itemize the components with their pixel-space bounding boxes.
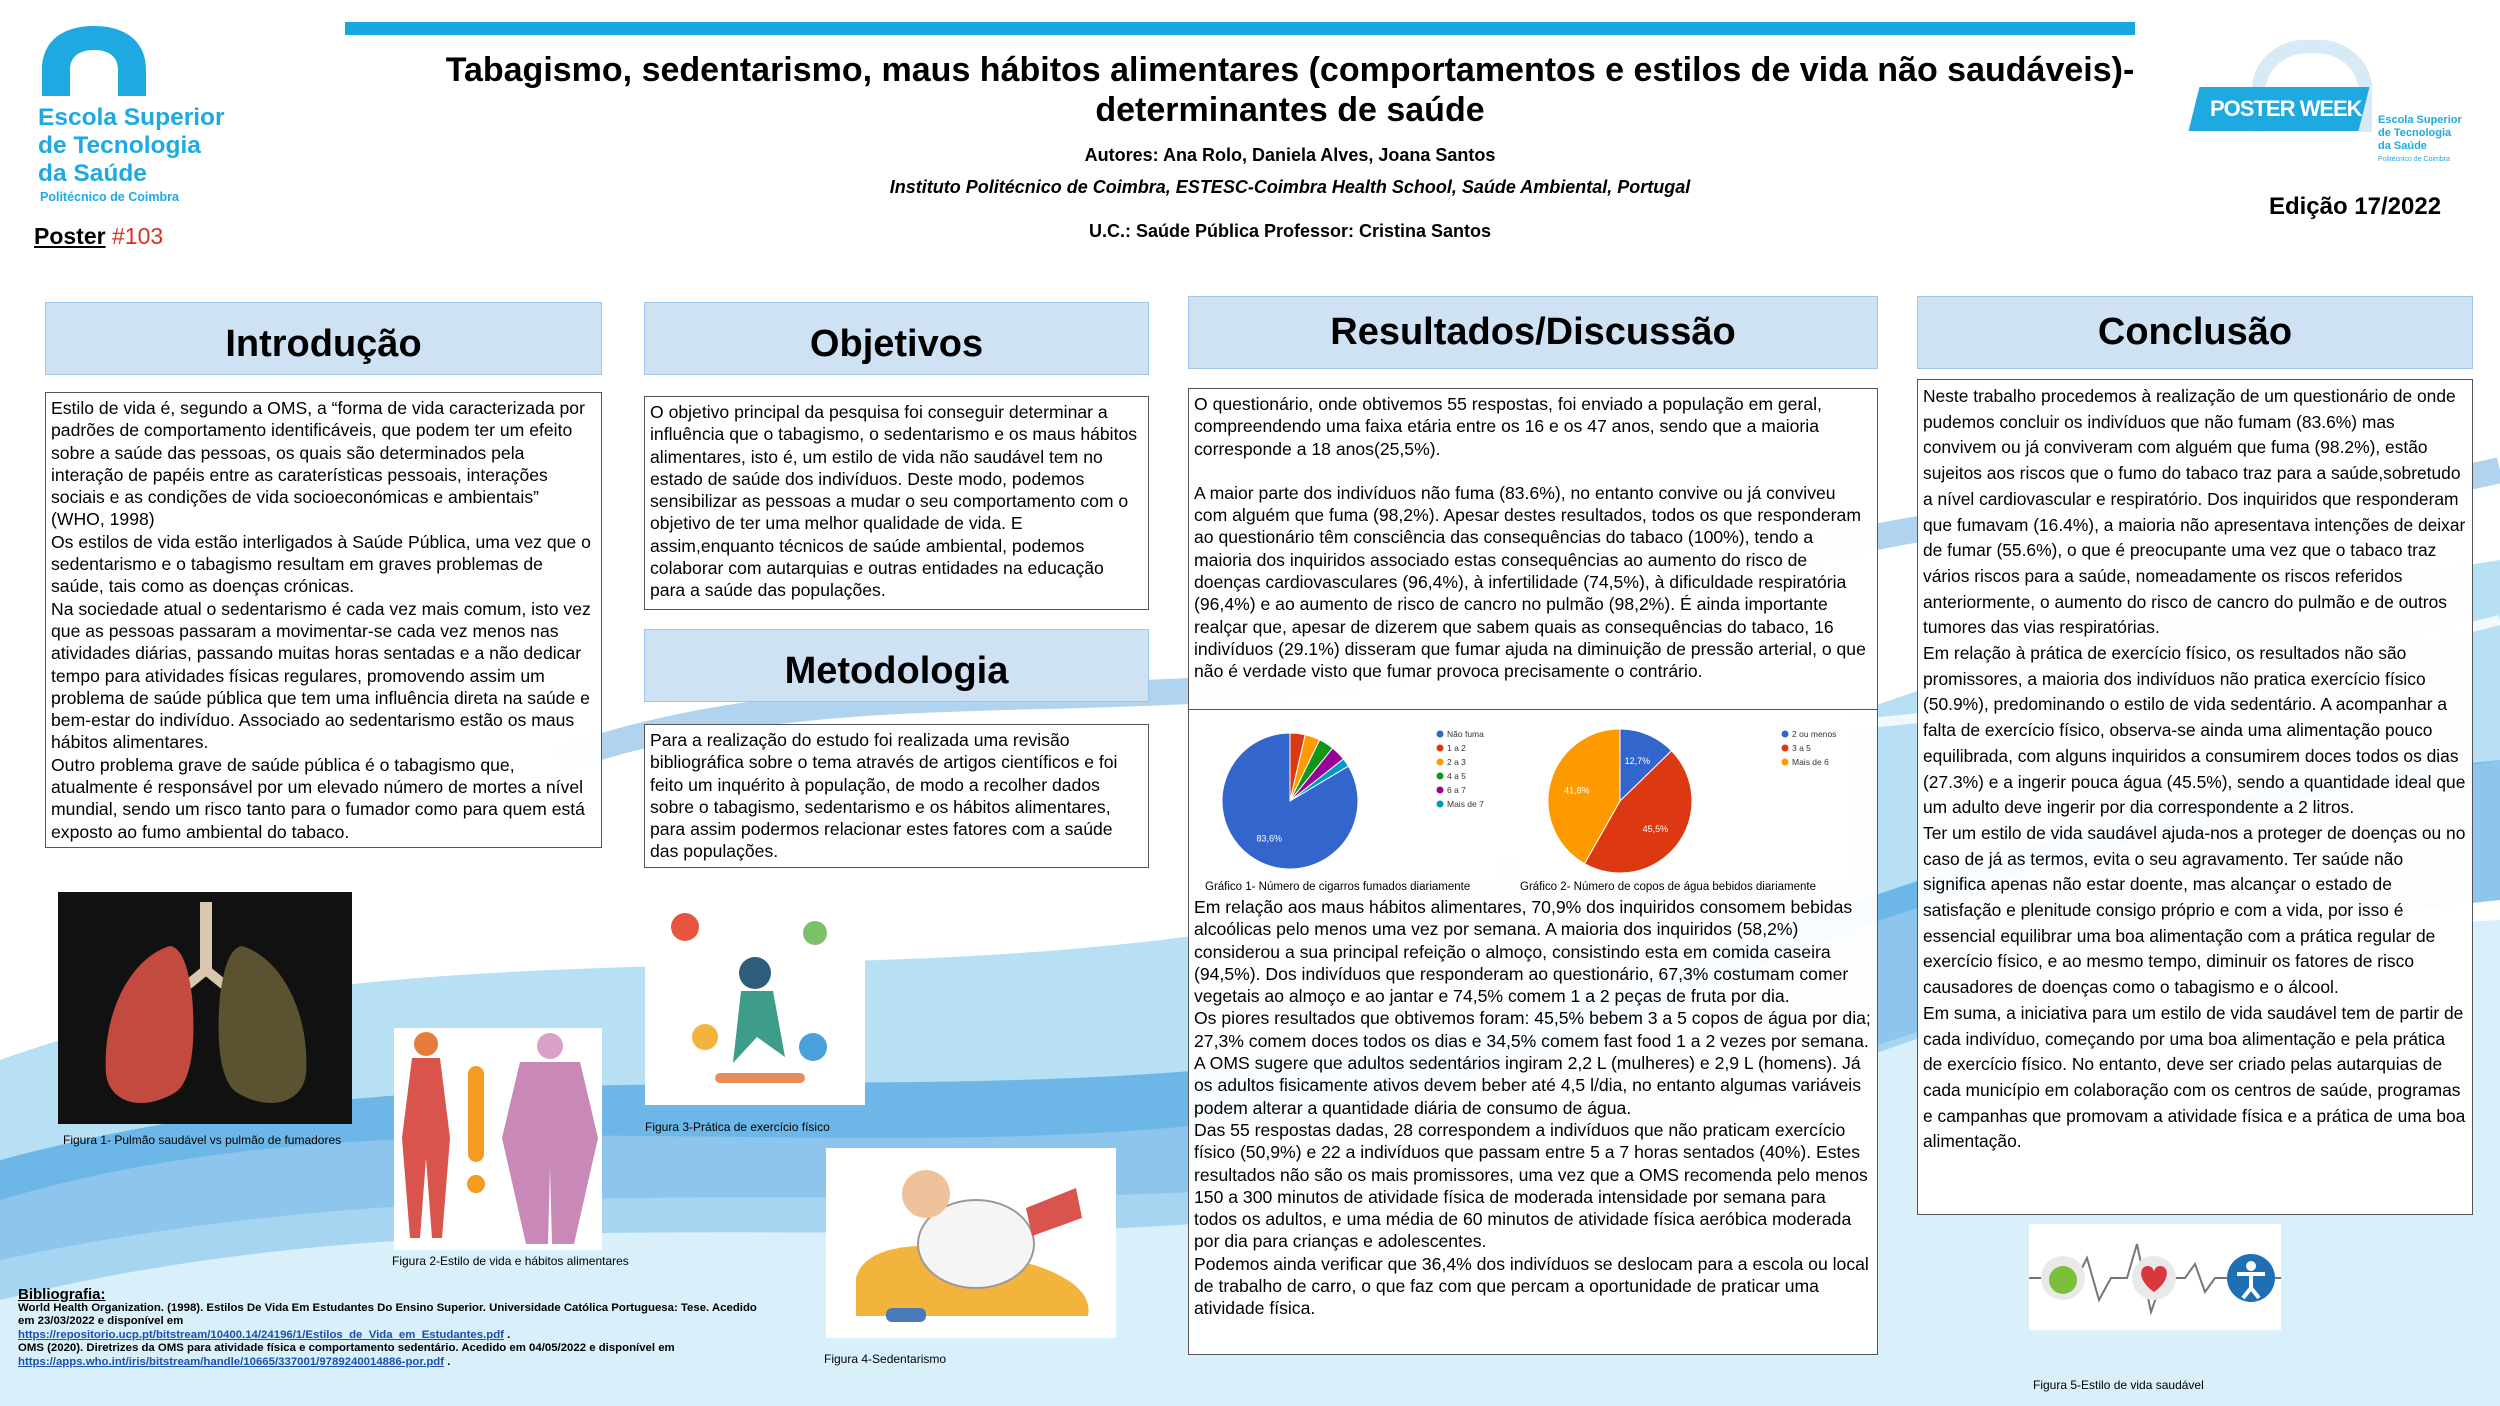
logo-subtitle: Politécnico de Coimbra: [40, 190, 179, 204]
legend-marker-6: [1437, 801, 1444, 808]
bibliografia-link2[interactable]: https://apps.who.int/iris/bitstream/handle/10665/337001/9789240014886-por.pdf: [18, 1355, 445, 1368]
legend-marker-1: [1437, 731, 1444, 738]
legend-label-4: 4 a 5: [1447, 771, 1466, 781]
resultados-para1: O questionário, onde obtivemos 55 respostas, foi enviado a população em geral, compreendendo uma faixa etária entre os 16 e os 47 anos, sendo que a maioria corresponde a 18 anos(25,5%).: [1194, 394, 1822, 459]
legend-label-1: 2 ou menos: [1792, 729, 1837, 739]
pie-data-label-1: 83,6%: [1256, 833, 1282, 844]
legend-marker-2: [1437, 745, 1444, 752]
authors: Autores: Ana Rolo, Daniela Alves, Joana Santos: [1084, 145, 1496, 165]
legend-label-3: 2 a 3: [1447, 757, 1466, 767]
poster-number-value: #103: [111, 223, 164, 249]
bibliografia-ref1: World Health Organization. (1998). Estilos De Vida Em Estudantes Do Ensino Superior. Universidade Católica Portuguesa: Tese. Acedido em 23/03/2022 e disponível em: [18, 1301, 757, 1328]
poster-label: Poster: [34, 223, 106, 249]
figure-5-healthy: [2029, 1224, 2281, 1330]
chart-2-svg: [1517, 713, 1847, 881]
legend-label-6: Mais de 7: [1447, 799, 1484, 809]
legend-label-2: 1 a 2: [1447, 743, 1466, 753]
figure-5-caption: Figura 5-Estilo de vida saudável: [2033, 1378, 2204, 1392]
chart-1-caption: Gráfico 1- Número de cigarros fumados diariamente: [1205, 881, 1471, 893]
metodologia-heading: Metodologia: [644, 629, 1149, 702]
bibliografia-link1[interactable]: https://repositorio.ucp.pt/bitstream/10400.14/24196/1/Estilos_de_Vida_em_Estudantes.pdf: [18, 1328, 504, 1341]
poster-title: Tabagismo, sedentarismo, maus hábitos alimentares (comportamentos e estilos de vida não saudáveis)- determinantes de saúde: [445, 51, 2135, 129]
legend-label-3: Mais de 6: [1792, 757, 1829, 767]
objetivos-heading: Objetivos: [644, 302, 1149, 375]
legend-marker-3: [1782, 759, 1789, 766]
exercise-icon: [645, 887, 865, 1105]
poster-number: [34, 223, 163, 250]
chart-1: [1196, 713, 1496, 881]
bibliografia: Bibliografia: World Health Organization. (1998). Estilos De Vida Em Estudantes Do Ensino Superior. Universidade Católica Portuguesa: Tese. Acedido em 23/03/2022 e disponível em https://repositorio.ucp.pt/bitstream/10400.14/24196/1/Estilos_de_Vida_em_Estudantes.pdf . OMS (2020). Diretrizes da OMS para atividade física e comportamento sedentário. Acedido em 04/05/2022 e disponível em https://apps.who.int/iris/bitstream/handle/10665/337001/9789240014886-por.pdf .: [18, 1286, 757, 1368]
figure-1-caption: Figura 1- Pulmão saudável vs pulmão de fumadores: [63, 1133, 342, 1147]
figure-3-exercise: [645, 887, 865, 1105]
figure-2-lifestyle: [394, 1028, 602, 1250]
figure-4-caption: Figura 4-Sedentarismo: [824, 1352, 947, 1366]
pw-line4: Politécnico de Coimbra: [2378, 156, 2450, 163]
logo-text: [38, 104, 225, 188]
poster-week-label: POSTER WEEK: [2210, 96, 2362, 121]
poster-week-logo: [2182, 22, 2478, 164]
resultados-heading: Resultados/Discussão: [1188, 296, 1878, 369]
figure-4-sedentary: [826, 1148, 1116, 1338]
introducao-heading: Introdução: [45, 302, 602, 375]
legend-label-1: Não fuma: [1447, 729, 1484, 739]
conclusao-heading: Conclusão: [1917, 296, 2473, 369]
pie-data-label-1: 12,7%: [1624, 755, 1651, 766]
legend-marker-2: [1782, 745, 1789, 752]
poster-week-text: [2378, 114, 2462, 166]
chart-2-caption: Gráfico 2- Número de copos de água bebidos diariamente: [1520, 881, 1816, 893]
logo-line1: Escola Superior: [38, 104, 225, 131]
body-food-icon: [394, 1028, 602, 1250]
legend-marker-1: [1782, 731, 1789, 738]
conclusao-text: Neste trabalho procedemos à realização de um questionário de onde pudemos concluir os indivíduos que não fumam (83.6%) mas convivem ou já conviveram com alguém que fuma (98.2%), estão sujeitos aos riscos que o fumo do tabaco traz para a saúde,sobretudo a nível cardiovascular e respiratório. Dos inquiridos que responderam que fumavam (16.4%), a maioria não apresentava intenções de deixar de fumar (55.6%), o que é preocupante uma vez que o tabaco traz vários riscos para a saúde, nomeadamente os riscos referidos anteriormente, o aumento do risco de cancro do pulmão e de outros tumores das vias respiratórias. Em relação à prática de exercício físico, os resultados não são promissores, a maioria dos indivíduos não pratica exercício físico (50.9%), predominando o estilo de vida sedentário. A acompanhar a falta de exercício físico, observa-se ainda uma alimentação pouco equilibrada, com alguns inquiridos a consumirem doces todos os dias (27.3%) e a ingerir pouca água (45.5%), sendo a quantidade ideal que um adulto deve ingerir por dia correspondente a 2 litros. Ter um estilo de vida saudável ajuda-nos a proteger de doenças ou no caso de já as termos, evita o seu agravamento. Ter saúde não significa apenas não estar doente, mas alcançar o estado de satisfação e plenitude consigo próprio e com a vida, por isso é essencial equilibrar uma boa alimentação com a prática regular de exercício físico, e ao mesmo tempo, diminuir os fatores de risco causadores de doenças como o tabagismo e o álcool. Em suma, a iniciativa para um estilo de vida saudável tem de partir de cada indivíduo, começando por uma boa alimentação e pela prática de exercício físico. No entanto, deve ser criado pelas autarquias de cada município em colaboração com os centros de saúde, programas e campanhas que promovam a atividade física e a prática de uma boa alimentação.: [1917, 379, 2473, 1215]
edition: Edição 17/2022: [2268, 193, 2442, 220]
resultados-para2: A maior parte dos indivíduos não fuma (83.6%), no entanto convive ou já conviveu com alguém que fuma (98,2%). Apesar destes resultados, todos os que responderam ao questionário têm consciência das consequências do tabaco (100%), tendo a maioria dos inquiridos associado estas consequências ao aumento do risco de doenças cardiovasculares (96,4%), à infertilidade (74,5%), à dificuldade respiratória (96,4%) e ao aumento de risco de cancro no pulmão (98,2%). É ainda importante realçar que, apesar de dizerem que sabem quais as consequências do tabaco, 16 indivíduos (29.1%) disseram que fumar ajuda na diminuição de pressão arterial, o que não é verdade visto que fumar provoca precisamente o contrário.: [1194, 482, 1866, 682]
header-bar: [345, 22, 2135, 35]
legend-marker-3: [1437, 759, 1444, 766]
lungs-icon: [58, 892, 352, 1124]
logo-line2: de Tecnologia: [38, 132, 201, 159]
bibliografia-ref2: OMS (2020). Diretrizes da OMS para atividade física e comportamento sedentário. Acedido em 04/05/2022 e disponível em: [18, 1342, 675, 1355]
sedentary-icon: [826, 1148, 1116, 1338]
pw-line2: de Tecnologia: [2378, 127, 2452, 139]
legend-marker-4: [1437, 773, 1444, 780]
introducao-text: Estilo de vida é, segundo a OMS, a “forma de vida caracterizada por padrões de comportamento identificáveis, que podem ter um efeito sobre a saúde das pessoas, os quais são determinados pela interação de papéis entre as caraterísticas pessoais, interações sociais e as condições de vida socioeconómicas e ambientais” (WHO, 1998) Os estilos de vida estão interligados à Saúde Pública, uma vez que o sedentarismo e o tabagismo resultam em graves problemas de saúde, tais como as doenças crónicas. Na sociedade atual o sedentarismo é cada vez mais comum, isto vez que as pessoas passaram a movimentar-se cada vez menos nas atividades diárias, passando muitas horas sentadas e a não dedicar tempo para atividades físicas regulares, promovendo assim um problema de saúde pública que tem uma influência direta na saúde e bem-estar do indivíduo. Associado ao sedentarismo estão os maus hábitos alimentares. Outro problema grave de saúde pública é o tabagismo que, atualmente é responsável por um elevado número de mortes a nível mundial, sendo um risco tanto para o fumador como para quem está exposto ao fumo ambiental do tabaco.: [45, 392, 602, 848]
objetivos-text: O objetivo principal da pesquisa foi conseguir determinar a influência que o tabagismo, o sedentarismo e os maus hábitos alimentares, isto é, um estilo de vida não saudável tem no estado de saúde dos indivíduos. Deste modo, podemos sensibilizar as pessoas a mudar o seu comportamento com o objetivo de ter uma melhor qualidade de vida. E assim,enquanto técnicos de saúde ambiental, podemos colaborar com autarquias e outras entidades na educação para a saúde das populações.: [644, 396, 1149, 610]
resultados-box-top: [1188, 388, 1878, 710]
logo-line3: da Saúde: [38, 160, 147, 187]
healthy-lifestyle-icon: [2029, 1224, 2281, 1330]
chart-1-svg: [1196, 713, 1496, 881]
chart-2: [1517, 713, 1847, 881]
metodologia-text: Para a realização do estudo foi realizada uma revisão bibliográfica sobre o tema através de artigos científicos e foi feito um inquérito à população, de modo a recolher dados sobre o tabagismo, sedentarismo e os hábitos alimentares, para assim podermos relacionar estes fatores com a saúde das populações.: [644, 724, 1149, 868]
figure-1-lungs: [58, 892, 352, 1124]
estesc-logo-icon: [38, 22, 150, 100]
resultados-para3: Em relação aos maus hábitos alimentares, 70,9% dos inquiridos consomem bebidas alcoólicas pelo menos uma vez por semana. A maioria dos inquiridos (58,2%) considerou a sua principal refeição o almoço, consistindo esta em comida caseira (94,5%). Dos indivíduos que responderam ao questionário, 67,3% costumam comer vegetais ao almoço e ao jantar e 74,5% comem 1 a 2 peças de fruta por dia. Os piores resultados que obtivemos foram: 45,5% bebem 3 a 5 copos de água por dia; 27,3% comem doces todos os dias e 34,5% comem fast food 1 a 2 vezes por semana. A OMS sugere que adultos sedentários ingiram 2,2 L (mulheres) e 2,9 L (homens). Já os adultos fisicamente ativos devem beber até 4,5 l/dia, no entanto algumas variáveis podem alterar a quantidade diária de consumo de água. Das 55 respostas dadas, 28 correspondem a indivíduos que não praticam exercício físico (50,9%) e 22 a indivíduos que passam entre 5 a 7 horas sentados (40%). Estes resultados não são os mais promissores, uma vez que a OMS recomenda pelo menos 150 a 300 minutos de atividade física de moderada intensidade por semana para todos os adultos, e uma média de 60 minutos de atividade física aeróbica moderada por dia para crianças e adolescentes. Podemos ainda verificar que 36,4% dos indivíduos se deslocam para a escola ou local de trabalho de carro, o que faz com que percam a oportunidade de praticar uma atividade física.: [1194, 897, 1871, 1319]
legend-marker-5: [1437, 787, 1444, 794]
pie-data-label-2: 45,5%: [1642, 824, 1669, 835]
bibliografia-heading: Bibliografia:: [18, 1286, 106, 1303]
pw-line1: Escola Superior: [2378, 114, 2462, 126]
figure-3-caption: Figura 3-Prática de exercício físico: [645, 1120, 830, 1134]
pw-line3: da Saúde: [2378, 140, 2427, 152]
figure-2-caption: Figura 2-Estilo de vida e hábitos alimentares: [392, 1254, 629, 1268]
pie-data-label-3: 41,8%: [1564, 785, 1590, 796]
institution: Instituto Politécnico de Coimbra, ESTESC-Coimbra Health School, Saúde Ambiental, Portugal: [889, 177, 1691, 197]
legend-label-2: 3 a 5: [1792, 743, 1811, 753]
course-unit: U.C.: Saúde Pública Professor: Cristina Santos: [1088, 221, 1492, 241]
legend-label-5: 6 a 7: [1447, 785, 1466, 795]
